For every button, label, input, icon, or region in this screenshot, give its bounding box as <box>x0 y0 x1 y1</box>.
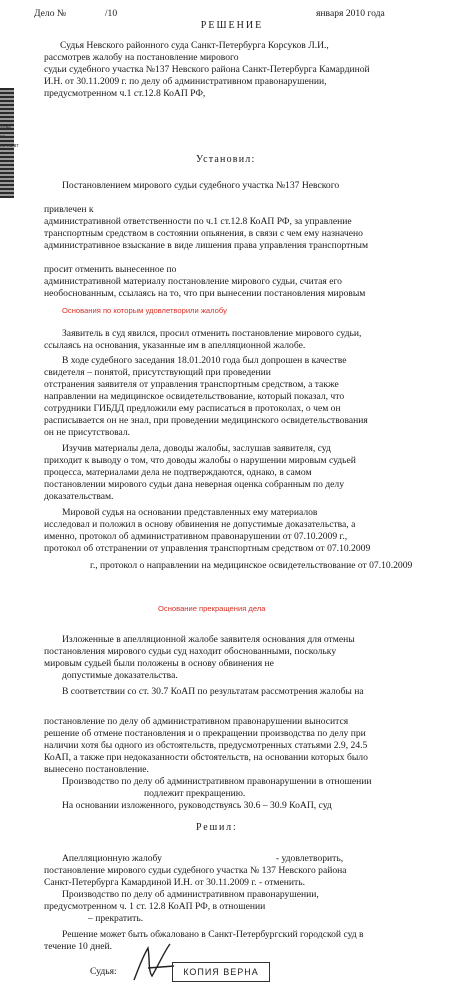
verdict-line-5: предусмотренном ч. 1 ст. 12.8 КоАП РФ, в отношении <box>44 901 266 912</box>
margin-fragments: адве ка по на вт <box>0 125 19 149</box>
verdict-line-6: – прекратить. <box>88 913 144 924</box>
resolution-line-4: административной ответственности по ч.1 ст.12.8 КоАП РФ, за управление <box>44 216 352 227</box>
verdict-line-3: Санкт-Петербурга Камардиной И.Н. от 30.11.2009 г. - отменить. <box>44 877 305 888</box>
basis-line: На основании изложенного, руководствуясь 30.6 – 30.9 КоАП, суд <box>62 800 332 811</box>
intro-line-1: Судья Невского районного суда Санкт-Петербурга Корсуков Л.И., <box>60 40 329 51</box>
hearing-line-5: сотрудники ГИБДД предложили ему расписаться в протоколах, о чем он <box>44 403 341 414</box>
study-line-1: Изучив материалы дела, доводы жалобы, заслушав заявителя, суд <box>62 443 331 454</box>
findings-line-2: постановления мирового судьи суд находит обоснованными, поскольку <box>44 646 337 657</box>
article-line-4: наличии хотя бы одного из обстоятельств, предусмотренных статьями 2.9, 24.5 <box>44 740 368 751</box>
decision-date: января 2010 года <box>316 8 385 19</box>
verdict-line-1: Апелляционную жалобу - удовлетворить, <box>62 853 344 864</box>
findings-line-3: мировым судьей были положены в основу обвинения не <box>44 658 274 669</box>
section-heading-established: Установил: <box>196 154 256 165</box>
study-line-2: приходит к выводу о том, что доводы жалобы о нарушении мировым судьей <box>44 455 356 466</box>
resolution-line-2 <box>44 192 114 203</box>
appellant-line-2: ссылаясь на основания, указанные им в апелляционной жалобе. <box>44 340 306 351</box>
appeal-notice-line-1: Решение может быть обжаловано в Санкт-Петербургский городской суд в <box>62 929 364 940</box>
study-line-4: постановлении мирового судьи дана неверная оценка собранным по делу <box>44 479 345 490</box>
intro-line-3: судьи судебного участка №137 Невского района Санкт-Петербурга Камардиной <box>44 64 370 75</box>
appeal-line-1 <box>62 252 168 263</box>
appellant-line-1: Заявитель в суд явился, просил отменить постановление мирового судьи, <box>62 328 362 339</box>
section-heading-decided: Решил: <box>196 822 238 833</box>
resolution-line-5: транспортным средством в состоянии опьянения, в связи с чем ему назначено <box>44 228 363 239</box>
article-line-1: В соответствии со ст. 30.7 КоАП по результатам рассмотрения жалобы на <box>62 686 364 697</box>
judge-line-3: именно, протокол об административном правонарушении от 07.10.2009 г., <box>44 531 348 542</box>
judge-line-4: протокол об отстранении от управления транспортным средством от 07.10.2009 <box>44 543 371 554</box>
proceedings-line-2: подлежит прекращению. <box>144 788 246 799</box>
proceedings-line-1: Производство по делу об административном правонарушении в отношении <box>62 776 372 787</box>
judge-line-1: Мировой судья на основании представленных ему материалов <box>62 507 318 518</box>
intro-line-2: рассмотрев жалобу на постановление мирового <box>44 52 239 63</box>
hearing-line-4: направлении на медицинское освидетельствование, который показал, что <box>44 391 345 402</box>
article-line-6: вынесено постановление. <box>44 764 149 775</box>
appeal-line-3: административной материалу постановление мирового судьи, считая его <box>44 276 342 287</box>
article-line-3: решение об отмене постановления и о прекращении производства по делу при <box>44 728 366 739</box>
judge-line-2: исследовал и положил в основу обвинения не допустимые доказательства, а <box>44 519 356 530</box>
signature-label: Судья: <box>90 966 117 977</box>
resolution-line-3: привлечен к <box>44 204 94 215</box>
annotation-grounds-for-granting: Основания по которым удовлетворили жалобу <box>62 306 227 315</box>
hearing-line-6: расписывается он не знал, при проведении медицинского освидетельствования <box>44 415 368 426</box>
document-title: РЕШЕНИЕ <box>200 20 264 31</box>
appeal-line-2: просит отменить вынесенное по <box>44 264 177 275</box>
hearing-line-3: отстранения заявителя от управления транспортным средством, а также <box>44 379 339 390</box>
article-line-5: КоАП, а также при недоказанности обстоятельств, на основании которых было <box>44 752 368 763</box>
intro-line-5: предусмотренном ч.1 ст.12.8 КоАП РФ, <box>44 88 206 99</box>
judge-line-5: г., протокол о направлении на медицинское освидетельствование от 07.10.2009 <box>90 560 413 571</box>
findings-line-4: допустимые доказательства. <box>62 670 178 681</box>
certified-copy-stamp: КОПИЯ ВЕРНА <box>172 962 270 982</box>
hearing-line-2: свидетеля – понятой, присутствующий при проведении <box>44 367 271 378</box>
case-number: Дело № /10 <box>34 8 118 19</box>
study-line-3: процесса, материалами дела не подтверждаются, однако, в самом <box>44 467 312 478</box>
annotation-grounds-for-termination: Основание прекращения дела <box>158 604 266 613</box>
article-line-2: постановление по делу об административном правонарушении выносится <box>44 716 349 727</box>
study-line-5: доказательствам. <box>44 491 114 502</box>
verdict-line-4: Производство по делу об административном правонарушении, <box>62 889 319 900</box>
intro-line-4: И.Н. от 30.11.2009 г. по делу об административном правонарушении, <box>44 76 327 87</box>
appeal-notice-line-2: течение 10 дней. <box>44 941 113 952</box>
findings-line-1: Изложенные в апелляционной жалобе заявителя основания для отмены <box>62 634 355 645</box>
resolution-line-1: Постановлением мирового судьи судебного участка №137 Невского <box>62 180 340 191</box>
resolution-line-6: административное взыскание в виде лишения права управления транспортным <box>44 240 369 251</box>
hearing-line-1: В ходе судебного заседания 18.01.2010 года был допрошен в качестве <box>62 355 347 366</box>
appeal-line-4: необоснованным, ссылаясь на то, что при вынесении постановления мировым <box>44 288 366 299</box>
hearing-line-7: он не присутствовал. <box>44 427 131 438</box>
verdict-line-2: постановление мирового судьи судебного участка № 137 Невского района <box>44 865 347 876</box>
